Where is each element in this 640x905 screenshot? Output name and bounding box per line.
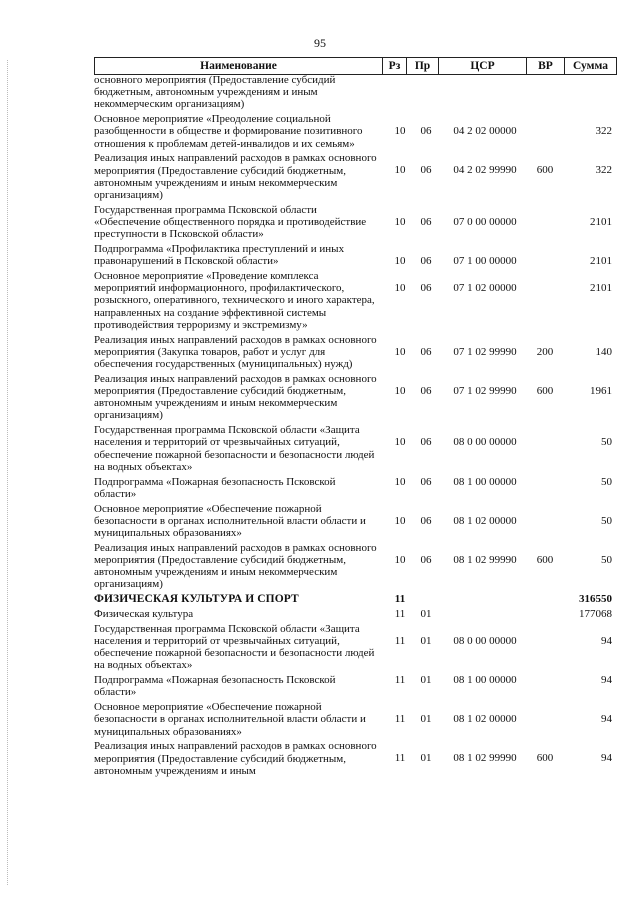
header-rz: Рз xyxy=(382,58,406,74)
row-csr: 08 1 02 99990 xyxy=(453,553,517,566)
section-row xyxy=(94,593,634,605)
row-pr: 06 xyxy=(420,282,432,295)
row-vr: 600 xyxy=(536,553,554,566)
page-number: 95 xyxy=(314,36,326,50)
table-body xyxy=(94,74,634,780)
row-name: Государственная программа Псковской области «Защита населения и территорий от чрезвычайных ситуаций, обеспечение пожарной безопасности и безопасности людей на водных объектах» xyxy=(94,622,375,672)
row-csr: 08 1 02 99990 xyxy=(453,752,517,765)
row-sum: 50 xyxy=(601,436,612,449)
row-pr: 01 xyxy=(420,674,432,687)
row-csr: 08 1 02 00000 xyxy=(453,514,517,527)
row-csr: 08 0 00 00000 xyxy=(453,634,517,647)
row-sum: 140 xyxy=(595,345,612,358)
row-rz: 10 xyxy=(394,125,406,138)
row-csr: 07 0 00 00000 xyxy=(453,215,517,228)
header-pr: Пр xyxy=(406,58,438,74)
row-pr: 06 xyxy=(420,125,432,138)
row-name: Подпрограмма «Пожарная безопасность Псковской области» xyxy=(94,475,336,500)
row-vr: 200 xyxy=(536,345,554,358)
row-rz: 10 xyxy=(394,475,406,488)
table-row xyxy=(94,674,634,698)
row-rz: 11 xyxy=(394,634,406,647)
header-sum: Сумма xyxy=(564,58,617,74)
table-row xyxy=(94,74,634,111)
row-pr: 06 xyxy=(420,436,432,449)
row-name: Основное мероприятие «Обеспечение пожарной безопасности в органах исполнительной власти области и муниципальных образованиях» xyxy=(94,701,366,738)
row-name: Реализация иных направлений расходов в рамках основного мероприятия (Закупка товаров, работ и услуг для обеспечения государственных (муниципальных) нужд) xyxy=(94,333,377,371)
row-name: Подпрограмма «Пожарная безопасность Псковской области» xyxy=(94,674,336,699)
row-name: ФИЗИЧЕСКАЯ КУЛЬТУРА И СПОРТ xyxy=(94,593,299,606)
row-sum: 94 xyxy=(601,634,612,647)
row-sum: 316550 xyxy=(579,593,612,606)
header-csr: ЦСР xyxy=(438,58,526,74)
table-row xyxy=(94,701,634,738)
row-csr: 08 1 00 00000 xyxy=(453,674,517,687)
row-vr: 600 xyxy=(536,752,554,765)
table-row xyxy=(94,270,634,331)
row-csr: 07 1 02 00000 xyxy=(453,282,517,295)
row-name: основного мероприятия (Предоставление субсидий бюджетным, автономным учреждениям и иным некоммерческим организациям) xyxy=(94,74,336,111)
row-csr: 04 2 02 00000 xyxy=(453,125,517,138)
table-row xyxy=(94,243,634,267)
row-rz: 11 xyxy=(394,608,406,621)
row-name: Государственная программа Псковской области «Защита населения и территорий от чрезвычайных ситуаций, обеспечение пожарной безопасности и безопасности людей на водных объектах» xyxy=(94,424,375,473)
row-rz: 11 xyxy=(394,593,406,606)
row-sum: 94 xyxy=(601,713,612,726)
row-csr: 07 1 00 00000 xyxy=(453,255,517,268)
row-csr: 04 2 02 99990 xyxy=(453,164,517,177)
row-csr: 08 1 02 00000 xyxy=(453,713,517,726)
row-rz: 10 xyxy=(394,384,406,397)
row-pr: 06 xyxy=(420,475,432,488)
row-name: Реализация иных направлений расходов в рамках основного мероприятия (Предоставление субсидий бюджетным, автономным учреждениям и иным некоммерческим организациям) xyxy=(94,152,377,202)
row-pr: 01 xyxy=(420,713,432,726)
row-csr: 08 1 00 00000 xyxy=(453,475,517,488)
row-name: Реализация иных направлений расходов в рамках основного мероприятия (Предоставление субсидий бюджетным, автономным учреждениям и иным некоммерческим организациям) xyxy=(94,372,377,422)
row-rz: 10 xyxy=(394,282,406,295)
table-row xyxy=(94,424,634,473)
row-name: Основное мероприятие «Обеспечение пожарной безопасности в органах исполнительной власти области и муниципальных образованиях» xyxy=(94,502,366,540)
row-name: Подпрограмма «Профилактика преступлений и иных правонарушений в Псковской области» xyxy=(94,243,345,268)
row-sum: 322 xyxy=(595,125,612,138)
row-sum: 2101 xyxy=(590,255,612,268)
row-sum: 94 xyxy=(601,674,612,687)
row-rz: 11 xyxy=(394,674,406,687)
row-rz: 10 xyxy=(394,514,406,527)
row-rz: 10 xyxy=(394,164,406,177)
header-vr: ВР xyxy=(526,58,564,74)
table-row xyxy=(94,740,634,777)
row-name: Основное мероприятие «Преодоление социальной разобщенности в обществе и формирование позитивного отношения к проблемам детей-инвалидов и их семьям» xyxy=(94,113,363,150)
row-csr: 08 0 00 00000 xyxy=(453,436,517,449)
row-name: Государственная программа Псковской области «Обеспечение общественного порядка и противодействие преступности в Псковской области» xyxy=(94,203,367,241)
row-sum: 322 xyxy=(595,164,612,177)
table-row xyxy=(94,623,634,672)
row-sum: 177068 xyxy=(579,608,612,621)
row-rz: 10 xyxy=(394,345,406,358)
row-pr: 01 xyxy=(420,634,432,647)
table-row xyxy=(94,113,634,150)
row-name: Реализация иных направлений расходов в рамках основного мероприятия (Предоставление субсидий бюджетным, автономным учреждениям и иным xyxy=(94,740,377,777)
row-sum: 50 xyxy=(601,514,612,527)
table-header xyxy=(94,57,617,75)
table-row xyxy=(94,608,634,620)
row-rz: 11 xyxy=(394,752,406,765)
row-pr: 06 xyxy=(420,255,432,268)
table-row xyxy=(94,152,634,201)
row-pr: 06 xyxy=(420,553,432,566)
table-row xyxy=(94,334,634,371)
row-sum: 94 xyxy=(601,752,612,765)
row-sum: 2101 xyxy=(590,215,612,228)
row-vr: 600 xyxy=(536,384,554,397)
row-rz: 10 xyxy=(394,436,406,449)
table-row xyxy=(94,503,634,540)
row-sum: 50 xyxy=(601,475,612,488)
row-pr: 06 xyxy=(420,345,432,358)
row-name: Основное мероприятие «Проведение комплекса мероприятий информационного, профилактического, розыскного, оперативного, технического и иного характера, направленных на создание эффективной системы противодействия терроризму и экстремизму» xyxy=(94,270,375,331)
row-rz: 10 xyxy=(394,255,406,268)
row-pr: 06 xyxy=(420,384,432,397)
row-pr: 06 xyxy=(420,514,432,527)
row-pr: 06 xyxy=(420,164,432,177)
row-csr: 07 1 02 99990 xyxy=(453,345,517,358)
scan-edge-mark xyxy=(7,60,8,885)
row-rz: 10 xyxy=(394,215,406,228)
row-sum: 2101 xyxy=(590,282,612,295)
row-pr: 06 xyxy=(420,215,432,228)
row-rz: 11 xyxy=(394,713,406,726)
row-sum: 50 xyxy=(601,553,612,566)
header-name: Наименование xyxy=(94,58,382,74)
row-csr: 07 1 02 99990 xyxy=(453,384,517,397)
row-name: Реализация иных направлений расходов в рамках основного мероприятия (Предоставление субсидий бюджетным, автономным учреждениям и иным некоммерческим организациям) xyxy=(94,541,377,591)
row-pr: 01 xyxy=(420,752,432,765)
table-row xyxy=(94,476,634,500)
table-row xyxy=(94,204,634,241)
row-vr: 600 xyxy=(536,164,554,177)
table-row xyxy=(94,542,634,591)
row-pr: 01 xyxy=(420,608,432,621)
row-rz: 10 xyxy=(394,553,406,566)
table-row xyxy=(94,373,634,422)
row-name: Физическая культура xyxy=(94,608,194,621)
row-sum: 1961 xyxy=(590,384,612,397)
